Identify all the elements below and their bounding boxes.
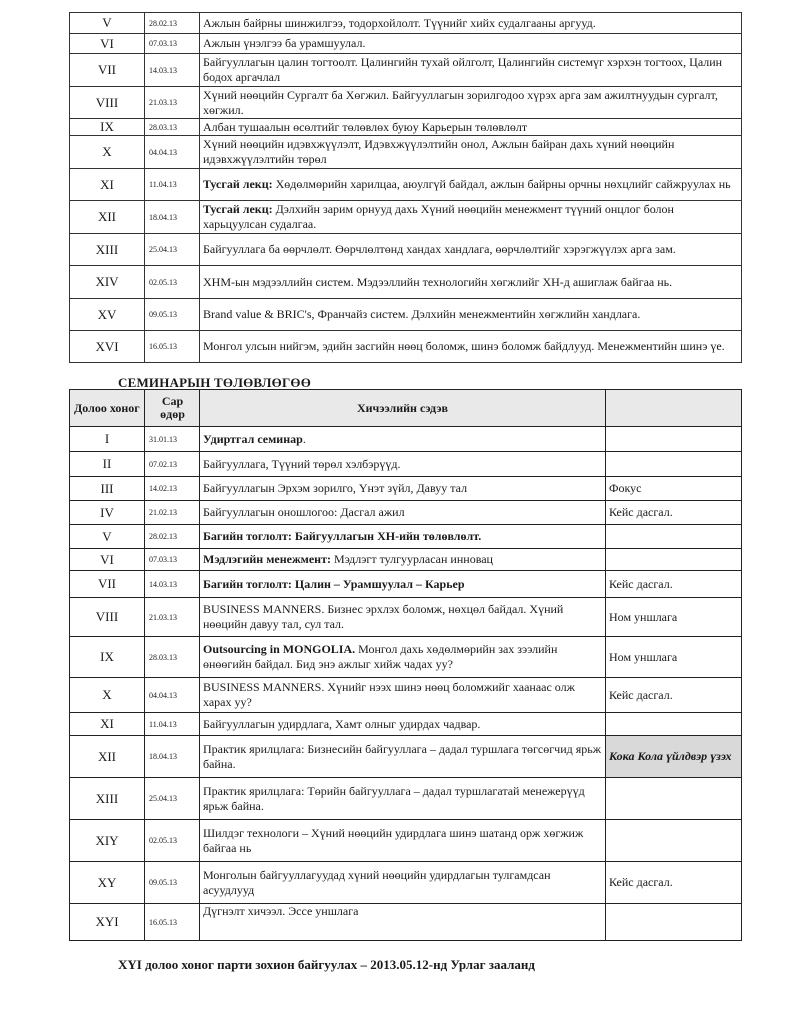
topic-cell: Байгууллагын оношлогоо: Дасгал ажил: [200, 501, 606, 525]
week-number: XI: [70, 169, 145, 201]
topic-text: .: [302, 431, 306, 446]
topic-cell: Байгууллагын Эрхэм зорилго, Үнэт зүйл, Давуу тал: [200, 477, 606, 501]
week-number: V: [70, 13, 145, 34]
topic-cell: Байгууллага, Түүний төрөл хэлбэрүүд.: [200, 452, 606, 477]
topic-text: Мэдлэгт тулгуурласан инновац: [330, 552, 493, 566]
date-cell: 07.03.13: [145, 34, 200, 54]
topic-cell: [200, 427, 606, 452]
week-number: XYI: [70, 904, 145, 941]
table-row: [70, 736, 742, 778]
date-cell: 14.03.13: [145, 571, 200, 598]
date-cell: 16.05.13: [145, 904, 200, 941]
topic-cell: Дүгнэлт хичээл. Эссе уншлага: [200, 904, 606, 941]
date-cell: 11.04.13: [145, 713, 200, 736]
date-cell: 04.04.13: [145, 136, 200, 169]
table-row: [70, 549, 742, 571]
table-row: [70, 452, 742, 477]
table-row: [70, 820, 742, 862]
table-row: [70, 598, 742, 637]
table-row: [70, 331, 742, 363]
topic-cell: BUSINESS MANNERS. Бизнес эрхлэх боломж, нөхцөл байдал. Хүний нөөцийн давуу тал, сул тал.: [200, 598, 606, 637]
date-cell: 28.03.13: [145, 637, 200, 678]
topic-cell: Хүний нөөцийн Сургалт ба Хөгжил. Байгууллагын зорилгодоо хүрэх арга зам ажилтнуудын сургалт, хөгжил.: [200, 87, 742, 119]
topic-cell: [200, 549, 606, 571]
note-cell: [606, 525, 742, 549]
topic-cell: Монголын байгууллагуудад хүний нөөцийн удирдлагын тулгамдсан асуудлууд: [200, 862, 606, 904]
column-header-date: Сар өдөр: [145, 390, 200, 427]
date-cell: 14.03.13: [145, 54, 200, 87]
week-number: V: [70, 525, 145, 549]
topic-cell: Ажлын үнэлгээ ба урамшуулал.: [200, 34, 742, 54]
topic-bold-label: Тусгай лекц:: [203, 177, 273, 191]
date-cell: 18.04.13: [145, 736, 200, 778]
note-cell: [606, 778, 742, 820]
week-number: VIII: [70, 598, 145, 637]
week-number: XIII: [70, 778, 145, 820]
date-cell: 11.04.13: [145, 169, 200, 201]
date-cell: 28.03.13: [145, 119, 200, 136]
week-number: XIY: [70, 820, 145, 862]
date-cell: 02.05.13: [145, 266, 200, 299]
date-cell: 07.02.13: [145, 452, 200, 477]
week-number: XI: [70, 713, 145, 736]
table-row: [70, 713, 742, 736]
topic-cell: Brand value & BRIC's, Франчайз систем. Дэлхийн менежментийн хөгжлийн хандлага.: [200, 299, 742, 331]
topic-text: Хөдөлмөрийн харилцаа, аюулгүй байдал, ажлын байрны орчны нөхцлийг сайжруулах нь: [272, 177, 731, 191]
topic-cell: BUSINESS MANNERS. Хүнийг нээх шинэ нөөц боломжийг хаанаас олж харах уу?: [200, 678, 606, 713]
note-cell: [606, 904, 742, 941]
topic-text: Дэлхийн зарим орнууд дахь Хүний нөөцийн менежмент түүний онцлог болон харьцуулсан судалгаа.: [203, 202, 674, 231]
table-row: [70, 477, 742, 501]
topic-cell: Ажлын байрны шинжилгээ, тодорхойлолт. Түүнийг хийх судалгааны аргууд.: [200, 13, 742, 34]
week-number: XIV: [70, 266, 145, 299]
topic-cell: Албан тушаалын өсөлтийг төлөвлөх буюу Карьерын төлөвлөлт: [200, 119, 742, 136]
table-row: [70, 136, 742, 169]
note-cell: Ном уншлага: [606, 598, 742, 637]
column-header-note: [606, 390, 742, 427]
week-number: VII: [70, 54, 145, 87]
table-row: [70, 87, 742, 119]
seminar-section-title: СЕМИНАРЫН ТӨЛӨВЛӨГӨӨ: [118, 375, 312, 390]
table-row: [70, 299, 742, 331]
table-row: [70, 201, 742, 234]
week-number: I: [70, 427, 145, 452]
lecture-schedule-table: [69, 12, 742, 363]
table-row: [70, 266, 742, 299]
table-row: [70, 234, 742, 266]
date-cell: 28.02.13: [145, 525, 200, 549]
date-cell: 16.05.13: [145, 331, 200, 363]
table-row: [70, 778, 742, 820]
week-number: II: [70, 452, 145, 477]
date-cell: 31.01.13: [145, 427, 200, 452]
table-row: [70, 904, 742, 941]
week-number: VIII: [70, 87, 145, 119]
week-number: XVI: [70, 331, 145, 363]
note-cell: Фокус: [606, 477, 742, 501]
date-cell: 18.04.13: [145, 201, 200, 234]
date-cell: 02.05.13: [145, 820, 200, 862]
date-cell: 07.03.13: [145, 549, 200, 571]
topic-bold-label: Мэдлэгийн менежмент:: [203, 552, 331, 566]
table-row: [70, 427, 742, 452]
week-number: VII: [70, 571, 145, 598]
topic-cell: [200, 637, 606, 678]
note-cell-highlighted: Кока Кола үйлдвэр үзэх: [606, 736, 742, 778]
date-cell: 25.04.13: [145, 234, 200, 266]
note-cell: [606, 713, 742, 736]
topic-cell: [200, 525, 606, 549]
seminar-schedule-table: [69, 389, 742, 941]
table-row: [70, 119, 742, 136]
note-cell: [606, 427, 742, 452]
table-row: [70, 637, 742, 678]
table-row: [70, 54, 742, 87]
week-number: XII: [70, 201, 145, 234]
week-number: XY: [70, 862, 145, 904]
week-number: III: [70, 477, 145, 501]
table-row: [70, 501, 742, 525]
topic-text: Монгол дахь хөдөлмөрийн зах зээлийн өнөөгийн байдал. Бид энэ ажлыг хийж чадах уу?: [203, 642, 558, 671]
table-row: [70, 571, 742, 598]
topic-bold-label: Тусгай лекц:: [203, 202, 273, 216]
note-cell: Кейс дасгал.: [606, 501, 742, 525]
note-cell: Ном уншлага: [606, 637, 742, 678]
week-number: X: [70, 136, 145, 169]
table-row: [70, 13, 742, 34]
topic-cell: Байгууллагын цалин тогтоолт. Цалингийн тухай ойлголт, Цалингийн системүг хэрхэн тогтоох, Цалин бодох аргачлал: [200, 54, 742, 87]
topic-cell: Байгууллагын удирдлага, Хамт олныг удирдах чадвар.: [200, 713, 606, 736]
table-row: [70, 169, 742, 201]
footer-note: XYI долоо хоног парти зохион байгуулах – 2013.05.12-нд Урлаг зааланд: [118, 957, 535, 972]
column-header-topic: Хичээлийн сэдэв: [200, 390, 606, 427]
topic-cell: Практик ярилцлага: Төрийн байгууллага – дадал туршлагатай менежерүүд ярьж байна.: [200, 778, 606, 820]
topic-cell: ХНМ-ын мэдээллийн систем. Мэдээллийн технологийн хөгжлийг ХН-д ашиглаж байгаа нь.: [200, 266, 742, 299]
date-cell: 21.03.13: [145, 87, 200, 119]
note-cell: [606, 549, 742, 571]
topic-bold-label: Удиртгал семинар: [203, 431, 303, 446]
topic-bold-label: Багийн тоглолт: Байгууллагын ХН-ийн төлөвлөлт.: [203, 529, 482, 543]
topic-cell: Шилдэг технологи – Хүний нөөцийн удирдлага шинэ шатанд орж хөгжиж байгаа нь: [200, 820, 606, 862]
week-number: VI: [70, 549, 145, 571]
topic-cell: [200, 169, 742, 201]
week-number: IX: [70, 637, 145, 678]
table-row: [70, 34, 742, 54]
note-cell: [606, 820, 742, 862]
week-number: XII: [70, 736, 145, 778]
date-cell: 21.03.13: [145, 598, 200, 637]
note-cell: [606, 452, 742, 477]
table-header-row: [70, 390, 742, 427]
topic-bold-label: Outsourcing in MONGOLIA.: [203, 642, 356, 656]
week-number: X: [70, 678, 145, 713]
date-cell: 09.05.13: [145, 299, 200, 331]
week-number: XIII: [70, 234, 145, 266]
week-number: IV: [70, 501, 145, 525]
week-number: XV: [70, 299, 145, 331]
topic-cell: Байгууллага ба өөрчлөлт. Өөрчлөлтөнд хандах хандлага, өөрчлөлтийг хэрэгжүүлэх арга зам.: [200, 234, 742, 266]
date-cell: 25.04.13: [145, 778, 200, 820]
topic-cell: Монгол улсын нийгэм, эдийн засгийн нөөц боломж, шинэ боломж байдлууд. Менежментийн шинэ үе.: [200, 331, 742, 363]
topic-cell: Хүний нөөцийн идэвхжүүлэлт, Идэвхжүүлэлтийн онол, Ажлын байран дахь хүний нөөцийн идэвхжүүлэлтийн төрөл: [200, 136, 742, 169]
table-row: [70, 862, 742, 904]
topic-cell: Практик ярилцлага: Бизнесийн байгууллага – дадал туршлага төгсөгчид ярьж байна.: [200, 736, 606, 778]
date-cell: 21.02.13: [145, 501, 200, 525]
date-cell: 14.02.13: [145, 477, 200, 501]
note-cell: Кейс дасгал.: [606, 571, 742, 598]
date-cell: 09.05.13: [145, 862, 200, 904]
table-row: [70, 525, 742, 549]
topic-cell: [200, 571, 606, 598]
note-cell: Кейс дасгал.: [606, 862, 742, 904]
week-number: VI: [70, 34, 145, 54]
table-row: [70, 678, 742, 713]
week-number: IX: [70, 119, 145, 136]
topic-bold-label: Багийн тоглолт: Цалин – Урамшуулал – Карьер: [203, 576, 465, 591]
date-cell: 04.04.13: [145, 678, 200, 713]
topic-cell: [200, 201, 742, 234]
note-cell: Кейс дасгал.: [606, 678, 742, 713]
column-header-week: Долоо хоног: [70, 390, 145, 427]
date-cell: 28.02.13: [145, 13, 200, 34]
